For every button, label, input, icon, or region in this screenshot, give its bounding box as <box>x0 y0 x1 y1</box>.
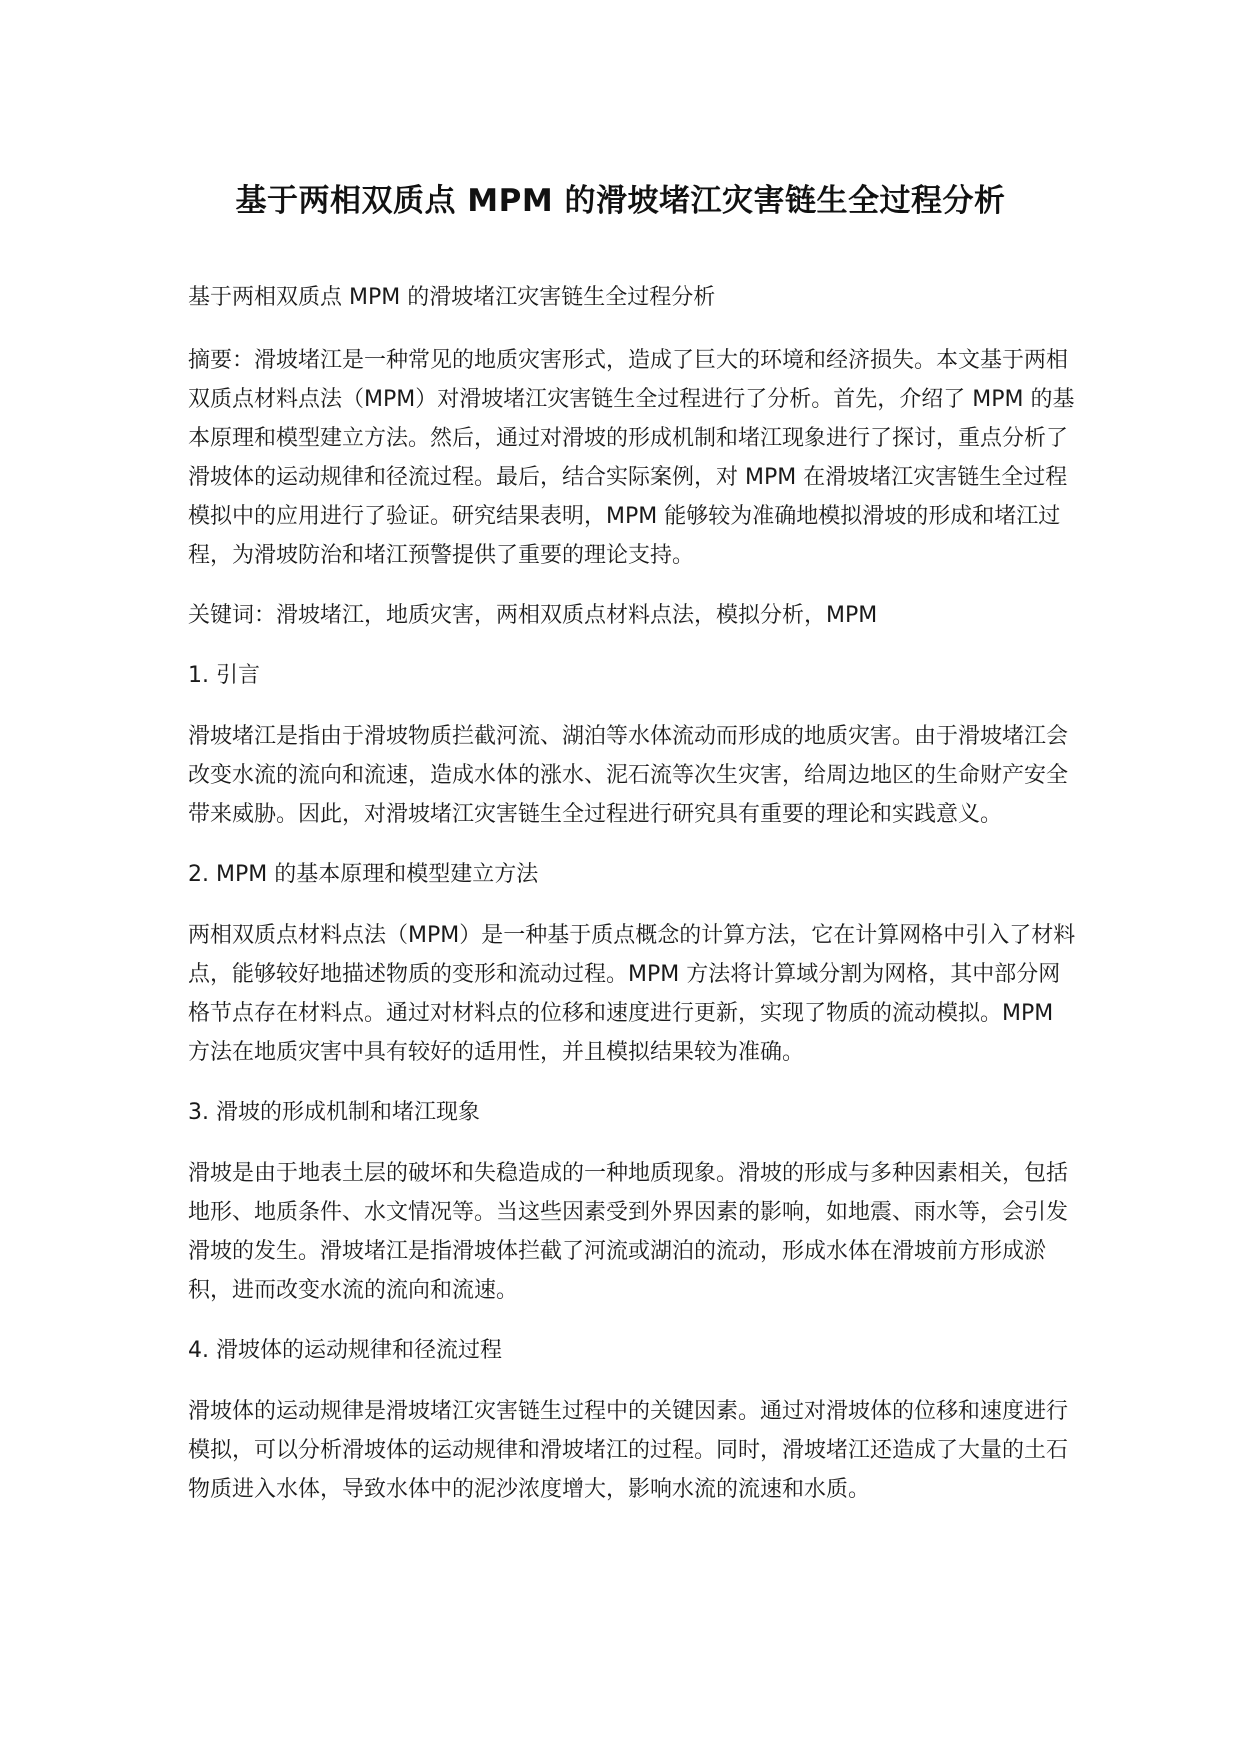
document-subtitle: 基于两相双质点 MPM 的滑坡堵江灾害链生全过程分析 <box>188 285 716 310</box>
section-body-introduction: 滑坡堵江是指由于滑坡物质拦截河流、湖泊等水体流动而形成的地质灾害。由于滑坡堵江会改变水流的流向和流速，造成水体的涨水、泥石流等次生灾害，给周边地区的生命财产安全带来威胁。因此，对滑坡堵江灾害链生全过程进行研究具有重要的理论和实践意义。 <box>188 724 1069 827</box>
document-body <box>188 278 1078 1530</box>
keywords-line: 关键词：滑坡堵江，地质灾害，两相双质点材料点法，模拟分析，MPM <box>188 603 878 628</box>
abstract-paragraph: 摘要：滑坡堵江是一种常见的地质灾害形式，造成了巨大的环境和经济损失。本文基于两相双质点材料点法（MPM）对滑坡堵江灾害链生全过程进行了分析。首先，介绍了 MPM 的基本原理和模型建立方法。然后，通过对滑坡的形成机制和堵江现象进行了探讨，重点分析了滑坡体的运动规律和径流过程。最后，结合实际案例，对 MPM 在滑坡堵江灾害链生全过程模拟中的应用进行了验证。研究结果表明，MPM 能够较为准确地模拟滑坡的形成和堵江过程，为滑坡防治和堵江预警提供了重要的理论支持。 <box>188 348 1075 568</box>
section-heading-mpm-principles: 2. MPM 的基本原理和模型建立方法 <box>188 862 539 887</box>
section-body-motion-runoff: 滑坡体的运动规律是滑坡堵江灾害链生过程中的关键因素。通过对滑坡体的位移和速度进行模拟，可以分析滑坡体的运动规律和滑坡堵江的过程。同时，滑坡堵江还造成了大量的土石物质进入水体，导致水体中的泥沙浓度增大，影响水流的流速和水质。 <box>188 1399 1069 1502</box>
section-body-mpm-principles: 两相双质点材料点法（MPM）是一种基于质点概念的计算方法，它在计算网格中引入了材料点，能够较好地描述物质的变形和流动过程。MPM 方法将计算域分割为网格，其中部分网格节点存在材料点。通过对材料点的位移和速度进行更新，实现了物质的流动模拟。MPM 方法在地质灾害中具有较好的适用性，并且模拟结果较为准确。 <box>188 923 1076 1065</box>
section-body-landslide-mechanism: 滑坡是由于地表土层的破坏和失稳造成的一种地质现象。滑坡的形成与多种因素相关，包括地形、地质条件、水文情况等。当这些因素受到外界因素的影响，如地震、雨水等，会引发滑坡的发生。滑坡堵江是指滑坡体拦截了河流或湖泊的流动，形成水体在滑坡前方形成淤积，进而改变水流的流向和流速。 <box>188 1161 1069 1303</box>
document-title: 基于两相双质点 MPM 的滑坡堵江灾害链生全过程分析 <box>235 183 1006 219</box>
section-heading-introduction: 1. 引言 <box>188 663 260 688</box>
section-heading-landslide-mechanism: 3. 滑坡的形成机制和堵江现象 <box>188 1100 480 1125</box>
section-heading-motion-runoff: 4. 滑坡体的运动规律和径流过程 <box>188 1338 502 1363</box>
